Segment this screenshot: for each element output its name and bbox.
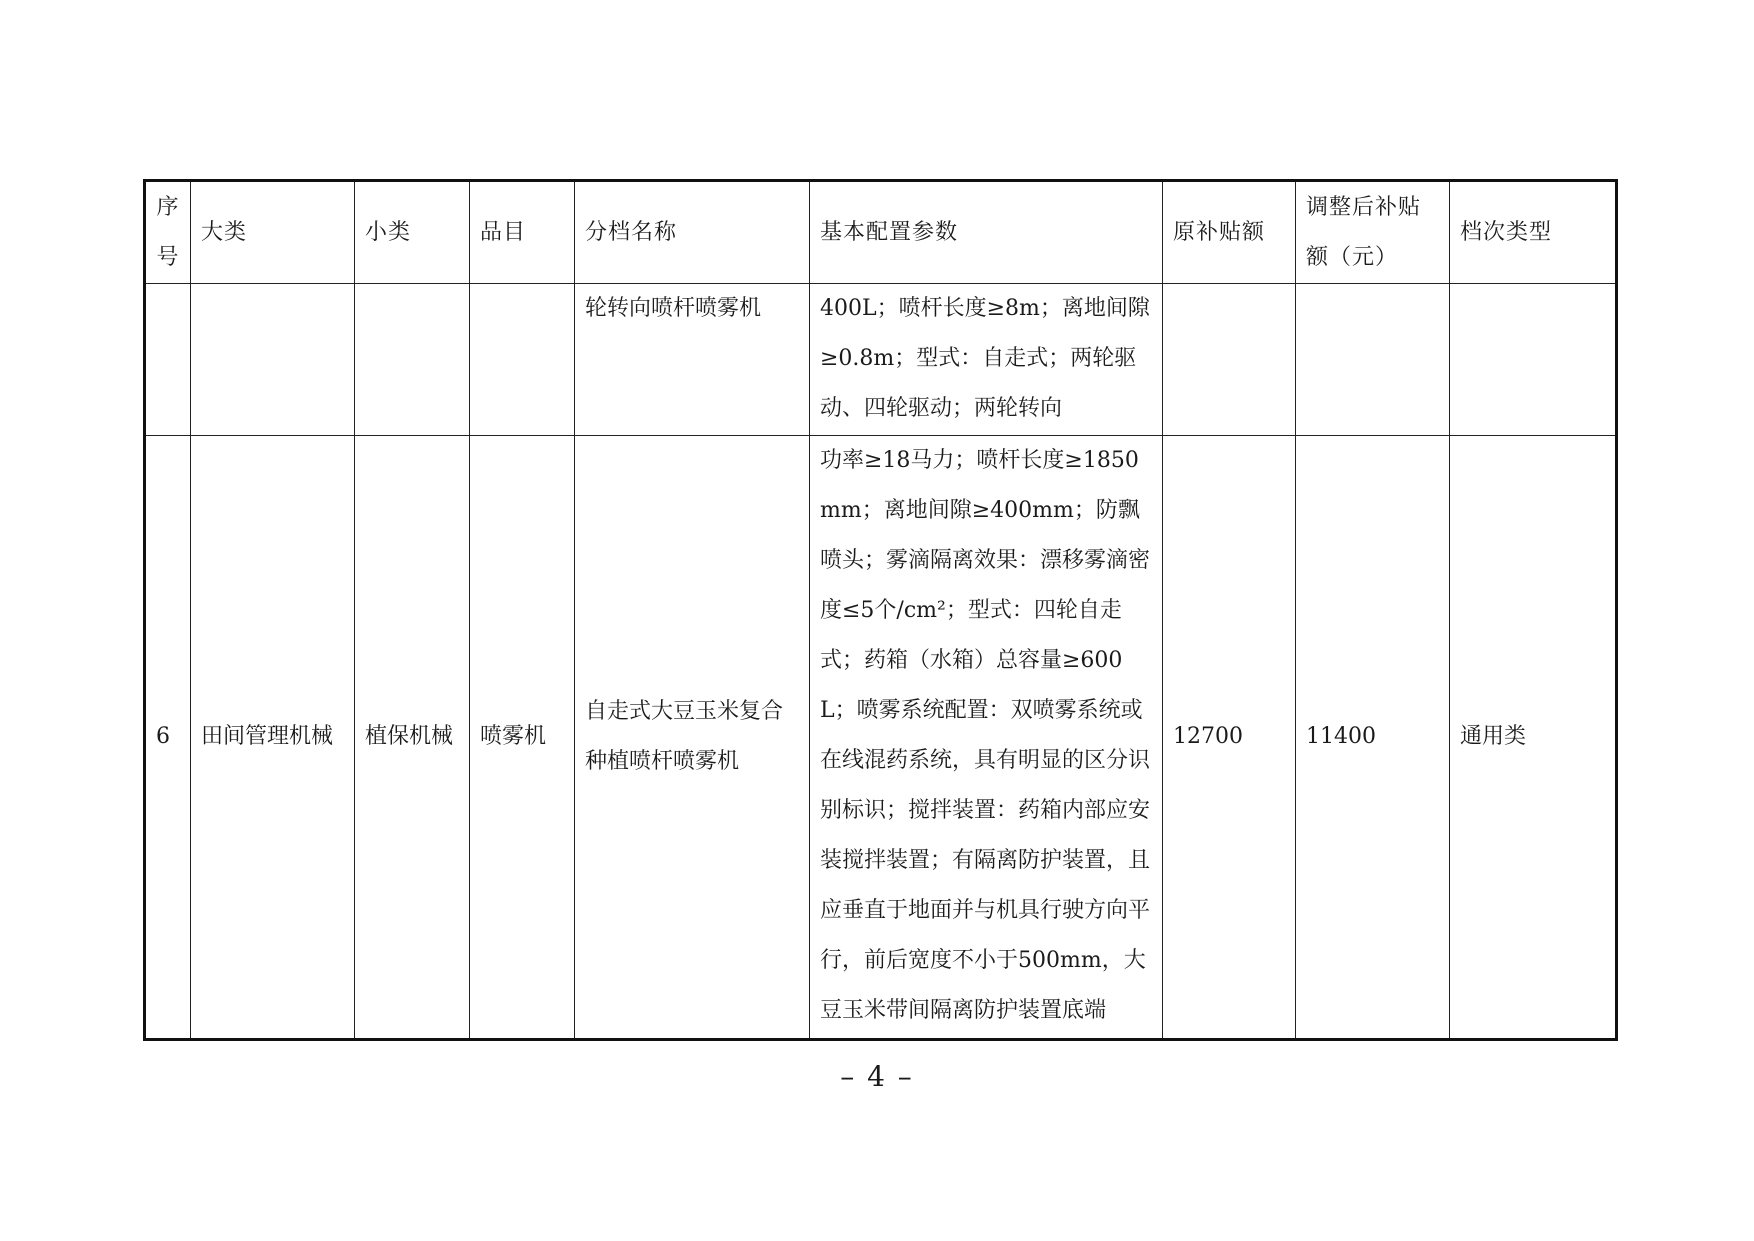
header-adjusted-subsidy-line1: 调整后补贴 bbox=[1306, 194, 1422, 220]
cell-seq: 6 bbox=[145, 436, 191, 1040]
cell-subcategory bbox=[355, 284, 470, 436]
table-row bbox=[145, 284, 1617, 436]
header-seq-line1: 序 bbox=[156, 194, 180, 220]
cell-item bbox=[470, 284, 575, 436]
cell-subcategory: 植保机械 bbox=[355, 436, 470, 1040]
cell-tier-name: 自走式大豆玉米复合种植喷杆喷雾机 bbox=[575, 436, 810, 1040]
cell-config-params: 功率≥18马力；喷杆长度≥1850mm；离地间隙≥400mm；防飘喷头；雾滴隔离效果：漂移雾滴密度≤5个/cm²；型式：四轮自走式；药箱（水箱）总容量≥600L；喷雾系统配置：双喷雾系统或在线混药系统，具有明显的区分识别标识；搅拌装置：药箱内部应安装搅拌装置；有隔离防护装置，且应垂直于地面并与机具行驶方向平行，前后宽度不小于500mm，大豆玉米带间隔离防护装置底端 bbox=[810, 436, 1163, 1040]
header-adjusted-subsidy-line2: 额（元） bbox=[1306, 244, 1399, 270]
cell-tier-type: 通用类 bbox=[1450, 436, 1617, 1040]
cell-adjusted-subsidy: 11400 bbox=[1296, 436, 1450, 1040]
header-category: 大类 bbox=[191, 181, 355, 284]
cell-config-params: 400L；喷杆长度≥8m；离地间隙≥0.8m；型式：自走式；两轮驱动、四轮驱动；两轮转向 bbox=[810, 284, 1163, 436]
table-row bbox=[145, 436, 1617, 1040]
header-seq bbox=[145, 181, 191, 284]
cell-tier-type bbox=[1450, 284, 1617, 436]
cell-item: 喷雾机 bbox=[470, 436, 575, 1040]
header-tier-name: 分档名称 bbox=[575, 181, 810, 284]
header-adjusted-subsidy bbox=[1296, 181, 1450, 284]
header-item: 品目 bbox=[470, 181, 575, 284]
header-tier-type: 档次类型 bbox=[1450, 181, 1617, 284]
subsidy-table bbox=[143, 179, 1618, 1041]
cell-original-subsidy: 12700 bbox=[1163, 436, 1296, 1040]
cell-category: 田间管理机械 bbox=[191, 436, 355, 1040]
table-header-row bbox=[145, 181, 1617, 284]
header-seq-line2: 号 bbox=[156, 244, 180, 270]
cell-seq bbox=[145, 284, 191, 436]
header-subcategory: 小类 bbox=[355, 181, 470, 284]
cell-category bbox=[191, 284, 355, 436]
cell-adjusted-subsidy bbox=[1296, 284, 1450, 436]
cell-original-subsidy bbox=[1163, 284, 1296, 436]
cell-tier-name: 轮转向喷杆喷雾机 bbox=[575, 284, 810, 436]
page-number: – 4 – bbox=[840, 1060, 914, 1093]
header-config-params: 基本配置参数 bbox=[810, 181, 1163, 284]
header-original-subsidy: 原补贴额 bbox=[1163, 181, 1296, 284]
